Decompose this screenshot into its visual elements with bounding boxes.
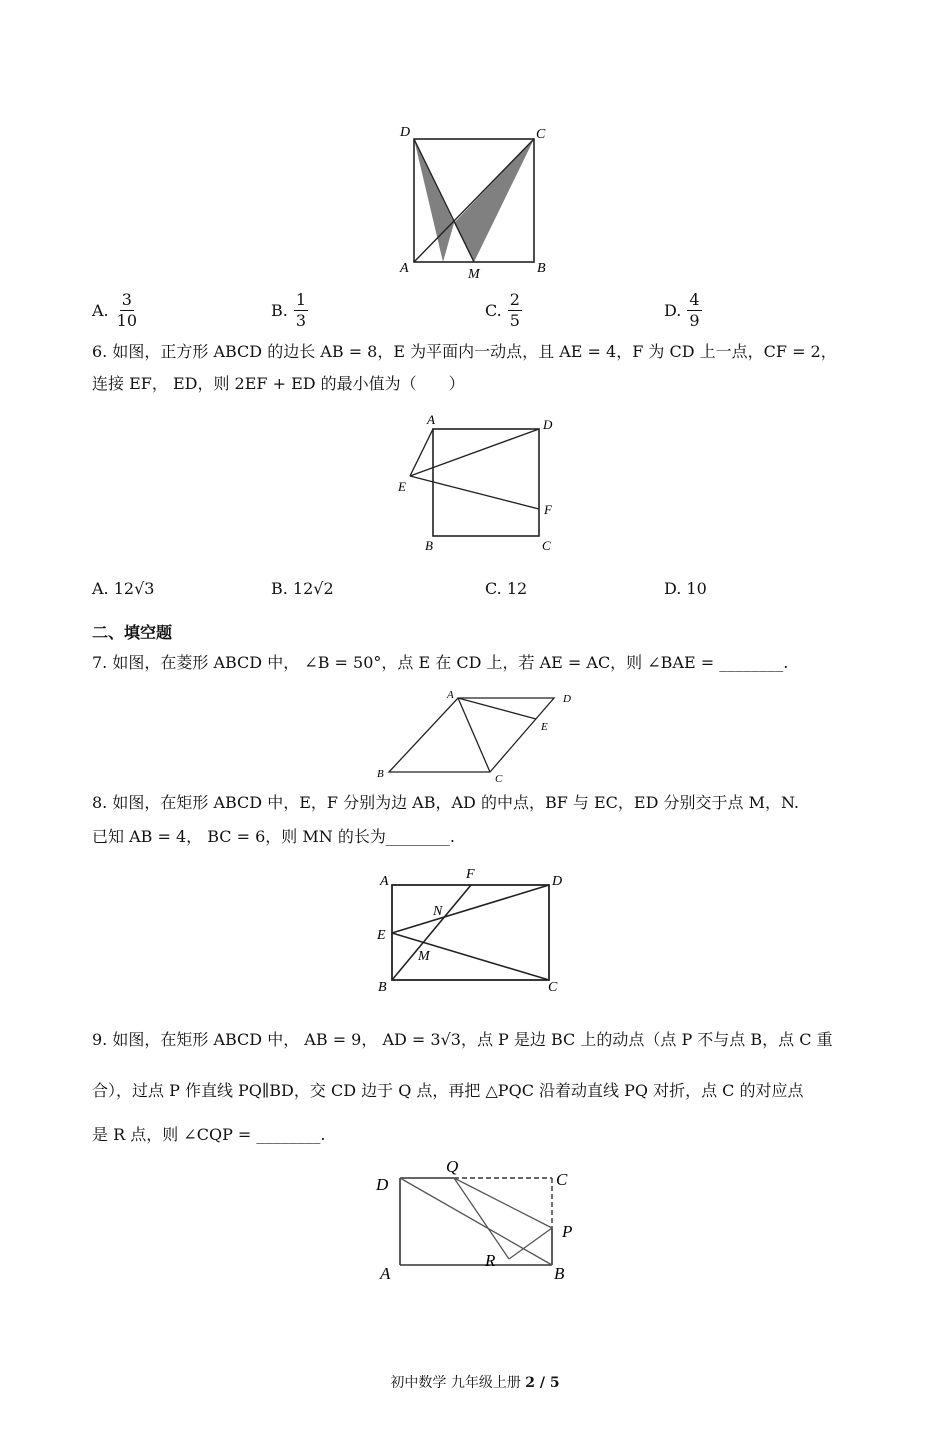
q7-label-b: B <box>377 768 384 780</box>
q7-label-d: D <box>563 693 571 705</box>
q5-label-b: B <box>537 261 546 276</box>
q9-text-line2: 合），过点 P 作直线 PQ∥BD，交 CD 边于 Q 点，再把 △PQC 沿着动直线 PQ 对折，点 C 的对应点 <box>92 1081 804 1100</box>
q5-figure <box>396 120 556 285</box>
q6-choice-b[interactable]: B. 12√2 <box>271 579 334 598</box>
q9-label-c: C <box>556 1170 568 1189</box>
fraction: $\frac{2}{5}$ <box>509 289 520 330</box>
q8-label-b: B <box>378 980 387 995</box>
q9-text-line3: 是 R 点，则 ∠CQP = ________. <box>92 1125 326 1144</box>
q7-rhombus <box>389 698 554 772</box>
q6-choice-a[interactable]: A. 12√3 <box>92 579 155 598</box>
q6-square <box>433 429 539 536</box>
q8-label-m: M <box>418 949 430 964</box>
q8-rectangle <box>392 885 549 980</box>
q9-label-q: Q <box>446 1157 459 1176</box>
q8-text-line2: 已知 AB = 4， BC = 6，则 MN 的长为________. <box>92 827 455 846</box>
q9-text-line1: 9. 如图，在矩形 ABCD 中， AB = 9， AD = 3√3，点 P 是边 BC 上的动点（点 P 不与点 B，点 C 重 <box>92 1030 833 1049</box>
q5-choice-c[interactable]: C. $\frac{2}{5}$ <box>485 289 520 330</box>
page-number: 2 / 5 <box>525 1375 560 1391</box>
q6-text-line2: 连接 EF， ED，则 2EF + ED 的最小值为（ ） <box>92 374 465 393</box>
q6-label-b: B <box>425 538 433 553</box>
footer-text: 初中数学 九年级上册 <box>390 1375 521 1391</box>
q6-label-d: D <box>543 417 553 432</box>
q9-label-r: R <box>485 1251 496 1270</box>
fraction: $\frac{1}{3}$ <box>295 289 307 330</box>
q5-choice-b[interactable]: B. $\frac{1}{3}$ <box>271 289 307 330</box>
q7-label-a: A <box>447 689 454 701</box>
q8-label-n: N <box>433 904 443 919</box>
q8-figure <box>370 864 570 996</box>
q5-label-d: D <box>400 125 411 140</box>
q6-label-a: A <box>427 412 435 427</box>
q5-shaded-right <box>454 139 534 262</box>
q9-label-d: D <box>376 1175 389 1194</box>
q7-label-c: C <box>495 773 503 783</box>
q7-label-e: E <box>541 721 548 733</box>
q8-text-line1: 8. 如图，在矩形 ABCD 中，E，F 分别为边 AB，AD 的中点，BF 与 EC，ED 分别交于点 M，N. <box>92 793 800 812</box>
q5-choice-d[interactable]: D. $\frac{4}{9}$ <box>664 289 700 330</box>
q9-label-a: A <box>380 1264 391 1283</box>
fraction: $\frac{3}{10}$ <box>116 289 137 330</box>
q6-label-f: F <box>544 502 552 517</box>
section-title: 二、填空题 <box>92 623 173 642</box>
fraction: $\frac{4}{9}$ <box>689 289 700 330</box>
q5-label-a: A <box>400 261 409 276</box>
q6-text-line1: 6. 如图，正方形 ABCD 的边长 AB = 8，E 为平面内一动点，且 AE = 4，F 为 CD 上一点，CF = 2， <box>92 342 837 361</box>
q9-label-p: P <box>562 1222 573 1241</box>
q6-choice-d[interactable]: D. 10 <box>664 579 707 598</box>
q8-label-f: F <box>466 867 475 882</box>
q8-label-a: A <box>380 874 389 889</box>
q8-label-c: C <box>548 980 558 995</box>
page-footer <box>0 1372 950 1392</box>
q8-label-d: D <box>552 874 563 889</box>
q9-figure <box>372 1155 587 1285</box>
q6-label-e: E <box>398 479 406 494</box>
q5-label-c: C <box>536 127 546 142</box>
q5-label-m: M <box>468 267 480 282</box>
q9-label-b: B <box>554 1264 565 1283</box>
q7-text-line1: 7. 如图，在菱形 ABCD 中， ∠B = 50°，点 E 在 CD 上，若 AE = AC，则 ∠BAE = ________. <box>92 653 789 672</box>
q5-shaded-left <box>414 139 454 262</box>
q6-choice-c[interactable]: C. 12 <box>485 579 528 598</box>
q5-choices <box>92 286 792 334</box>
q6-label-c: C <box>542 538 551 553</box>
q5-choice-a[interactable]: A. $\frac{3}{10}$ <box>92 289 137 330</box>
q6-figure <box>393 410 563 560</box>
q7-figure <box>370 688 580 783</box>
q8-label-e: E <box>377 928 386 943</box>
